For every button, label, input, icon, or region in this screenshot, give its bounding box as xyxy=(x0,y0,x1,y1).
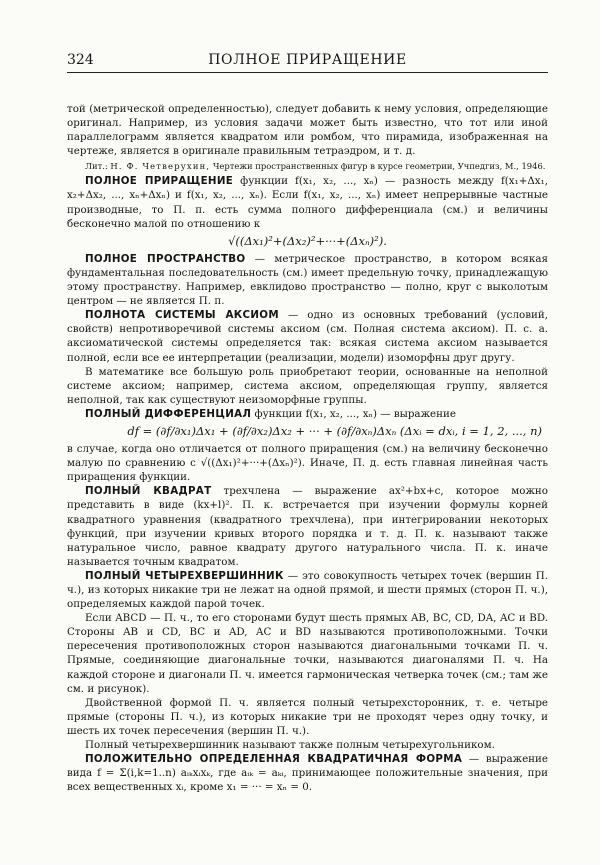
entry-polnyi-chetyrekhvershinnik xyxy=(67,569,548,611)
headword: ПОЛНЫЙ КВАДРАТ xyxy=(85,485,212,498)
entry-polnoe-prirashchenie xyxy=(67,174,548,230)
formula-increment-norm: √((Δx₁)²+(Δx₂)²+···+(Δxₙ)²). xyxy=(228,233,387,248)
headword: ПОЛНОЕ ПРОСТРАНСТВО xyxy=(85,252,246,265)
entry-chetyrekh-paragraph-4: Полный четырехвершинник называют также полным четырехугольником. xyxy=(85,739,495,752)
entry-text: функции f(x₁, x₂, ..., xₙ) — выражение xyxy=(254,407,456,420)
intro-paragraph: той (метрической определенностью), следует добавить к нему условия, определяющие оригинал. Например, из условия задачи может быть известно, что тот или иной параллелограмм является квадратом или ромбом, что пирамида, изображенная на чертеже, является в оригинале правильным тетраэдром, и т. д. xyxy=(67,103,548,158)
entry-polnota-sistemy-aksiom xyxy=(67,308,548,364)
literature-author: Н. Ф. Четверухин, xyxy=(110,161,211,172)
entry-polnota-paragraph-2: В математике все большую роль приобретают теории, основанные на неполной системе аксиом; например, система аксиом, определяющая группу, является неполной, так как существуют неизоморфные группы. xyxy=(67,365,548,406)
literature-text: Чертежи пространственных фигур в курсе геометрии, Учпедгиз, М., 1946. xyxy=(212,161,546,172)
entry-differentsial-paragraph-2: в случае, когда оно отличается от полного приращения (см.) на величину бесконечно малую по сравнению с √((Δx₁)²+···+(Δxₙ)²). Иначе, П. д. есть главная линейная часть приращения функции. xyxy=(67,443,548,484)
entry-polnyi-differentsial xyxy=(67,407,548,421)
headword: ПОЛОЖИТЕЛЬНО ОПРЕДЕЛЕННАЯ КВАДРАТИЧНАЯ ФОРМА xyxy=(85,753,463,766)
page-body xyxy=(67,72,548,794)
headword: ПОЛНОЕ ПРИРАЩЕНИЕ xyxy=(85,175,234,188)
entry-text: — выражение вида f = Σ(i,k=1..n) aᵢₖxᵢxₖ, где aᵢₖ = aₖᵢ, принимающее положительные значения, при всех вещественных xᵢ, кроме x₁ = ··· = xₙ = 0. xyxy=(67,753,548,794)
entry-text: — метрическое пространство, в котором всякая фундаментальная последовательность (см.) имеет предельную точку, принадлежащую этому пространству. Например, евклидово пространство — полно, круг с выколотым центром — не является П. п. xyxy=(67,252,548,308)
entry-text: — это совокупность четырех точек (вершин П. ч.), из которых никакие три не лежат на одной прямой, и шести прямых (сторон П. ч.), определяемых каждой парой точек. xyxy=(67,569,548,611)
formula-total-differential: df = (∂f/∂x₁)Δx₁ + (∂f/∂x₂)Δx₂ + ··· + (∂f/∂xₙ)Δxₙ (Δxᵢ = dxᵢ, i = 1, 2, ..., n) xyxy=(127,423,542,438)
entry-text: функции f(x₁, x₂, ..., xₙ) — разность между f(x₁+Δx₁, x₂+Δx₂, ..., xₙ+Δxₙ) и f(x₁, x₂, ..., xₙ). Если f(x₁, x₂, ..., xₙ) имеет непрерывные частные производные, то П. п. есть сумма полного дифференциала (см.) и величины бесконечно малой по отношению к xyxy=(67,175,548,230)
headword: ПОЛНЫЙ ДИФФЕРЕНЦИАЛ xyxy=(85,407,252,420)
entry-polnyi-kvadrat xyxy=(67,484,548,569)
entry-chetyrekh-paragraph-3: Двойственной формой П. ч. является полный четырехсторонник, т. е. четыре прямые (стороны П. ч.), из которых никакие три не проходят через одну точку, и шесть их точек пересечения (вершин П. ч.). xyxy=(67,696,548,737)
entry-polozhitelno-opredelennaya xyxy=(67,752,548,794)
page-number: 324 xyxy=(67,52,94,68)
page-header xyxy=(67,0,548,72)
header-rule xyxy=(67,72,548,73)
headword: ПОЛНЫЙ ЧЕТЫРЕХВЕРШИННИК xyxy=(85,569,284,582)
literature-reference xyxy=(67,161,548,172)
running-title: ПОЛНОЕ ПРИРАЩЕНИЕ xyxy=(208,52,407,68)
entry-text: — одно из основных требований (условий, свойств) непротиворечивой системы аксиом (см. Полная система аксиом). П. с. а. аксиоматической системы определяется так: всякая система аксиом называется полной, если все ее интерпретации (реализации, модели) изоморфны друг другу. xyxy=(67,309,548,364)
headword: ПОЛНОТА СИСТЕМЫ АКСИОМ xyxy=(85,309,279,322)
entry-text: трехчлена — выражение ax²+bx+c, которое можно представить в виде (kx+l)². П. к. встречается при изучении формулы корней квадратного уравнения (квадратного трехчлена), при интегрировании некоторых функций, при изучении кривых второго порядка и т. д. П. к. называют также натуральное число, равное квадрату другого натурального числа. П. к. иначе называется точным квадратом. xyxy=(67,485,548,568)
literature-label: Лит.: xyxy=(85,161,108,172)
entry-polnoe-prostranstvo xyxy=(67,252,548,308)
entry-chetyrekh-paragraph-2: Если ABCD — П. ч., то его сторонами будут шесть прямых AB, BC, CD, DA, AC и BD. Стороны AB и CD, BC и AD, AC и BD называются противоположными. Точки пересечения противоположных сторон называются диагональными точками П. ч. Прямые, соединяющие диагональные точки, называются диагоналями П. ч. На каждой стороне и диагонали П. ч. имеется гармоническая четверка точек (см.; там же см. и рисунок). xyxy=(67,612,548,695)
